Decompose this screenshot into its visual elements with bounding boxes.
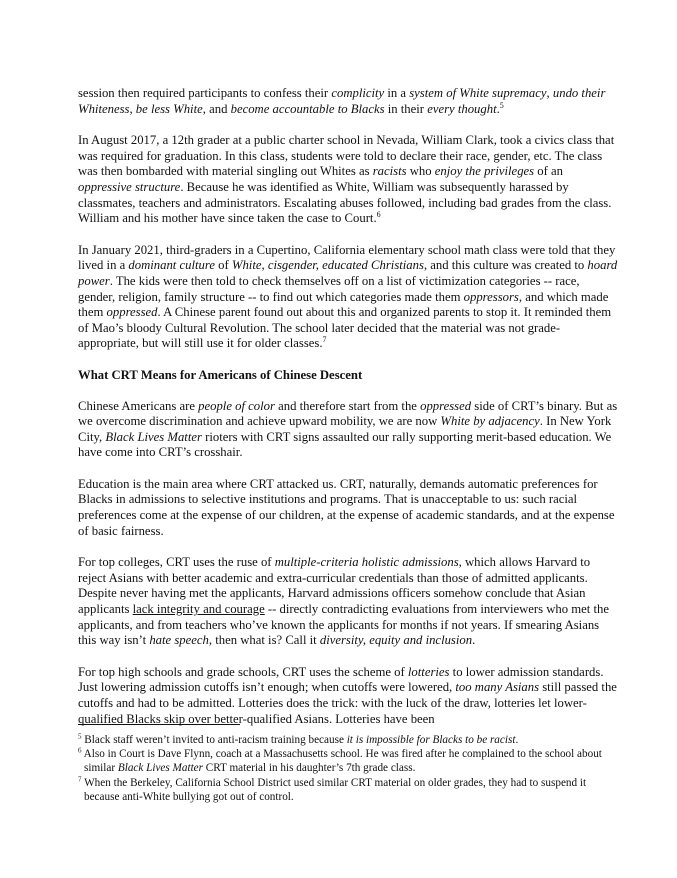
emphasis: system of White supremacy (409, 86, 547, 100)
emphasis: enjoy the privileges (434, 164, 535, 179)
text: , and (202, 101, 231, 116)
text: , (129, 101, 136, 116)
text: In January 2021, third-graders in a Cupertino, California elementary school math class were told that they lived in a (78, 242, 616, 273)
text: Chinese Americans are (78, 398, 199, 413)
emphasis: undo their Whiteness (78, 86, 606, 116)
underlined-text: lack integrity and courage (132, 602, 265, 617)
text: , and which made them (78, 289, 609, 320)
emphasis: Black Lives Matter (105, 429, 202, 444)
emphasis: oppressed (420, 398, 472, 413)
text: CRT material in his daughter’s 7th grade class. (203, 762, 416, 775)
emphasis: multiple-criteria holistic admissions (274, 555, 459, 570)
emphasis: it is impossible for Blacks to be racist (346, 734, 516, 746)
paragraph-chinese-americans (78, 399, 618, 461)
text: in a (384, 86, 410, 100)
text: Black staff weren’t invited to anti-racism training because (81, 734, 347, 746)
emphasis: Black Lives Matter (117, 762, 203, 775)
emphasis: too many Asians (455, 680, 540, 695)
footnote-5 (78, 733, 618, 747)
text: , (546, 86, 553, 100)
text: Education is the main area where CRT attacked us. CRT, naturally, demands automatic preferences for Blacks in admissions to selective institutions and programs. That is unacceptable to us: such racial preferences come at the expense of our children, at the expense of academic standards, and at the expense of basic fairness. (78, 476, 615, 538)
emphasis: become accountable to Blacks (230, 101, 385, 116)
text: , and this culture was created to (423, 258, 588, 273)
emphasis: White by adjacency (440, 414, 540, 429)
paragraph-nevada (78, 133, 618, 227)
paragraph-session (78, 86, 618, 117)
emphasis: dominant culture (128, 258, 215, 273)
text: When the Berkeley, California School District used similar CRT material on older grades, they had to suspend it because anti-White bullying got out of control. (81, 776, 587, 803)
footnote-number: 6 (78, 746, 82, 755)
section-heading: What CRT Means for Americans of Chinese Descent (78, 367, 363, 382)
text: For top colleges, CRT uses the ruse of (78, 555, 275, 570)
text: , then what is? Call it (208, 633, 320, 648)
footnote-number: 5 (78, 732, 82, 741)
body-text (78, 86, 618, 743)
emphasis: be less White (135, 101, 203, 116)
footnote-7 (78, 776, 618, 804)
text: in their (384, 101, 428, 116)
footnote-ref-7: 7 (322, 335, 327, 345)
paragraph-cupertino (78, 243, 618, 352)
emphasis: oppressors (463, 289, 519, 304)
paragraph-top-colleges (78, 555, 618, 649)
text: rioters with CRT signs assaulted our rally supporting merit-based education. We have come into CRT’s crosshair. (78, 429, 612, 460)
text: side of CRT’s binary. But as we overcome discrimination and achieve upward mobility, we are now (78, 398, 618, 429)
text: of an (534, 164, 563, 179)
text: of (214, 258, 232, 273)
text: . (515, 734, 519, 746)
emphasis: White, cisgender, educated Christians (231, 258, 424, 273)
emphasis: lotteries (407, 664, 450, 679)
footnote-ref-5: 5 (499, 100, 504, 110)
text: . (496, 101, 500, 116)
footnote-divider (78, 724, 240, 725)
emphasis: hate speech (149, 633, 209, 648)
emphasis: racists (372, 164, 407, 179)
footnotes (78, 733, 618, 804)
footnote-ref-6: 6 (376, 209, 381, 219)
text: to lower admission standards. Just lowering admission cutoffs isn’t enough; when cutoffs were lowered, (78, 664, 604, 695)
emphasis: complicity (331, 86, 385, 100)
emphasis: diversity, equity and inclusion (319, 633, 473, 648)
text: In August 2017, a 12th grader at a public charter school in Nevada, William Clark, took a civics class that was required for graduation. In this class, students were told to declare their race, gender, etc. The class was then bombarded with material singling out Whites as (78, 133, 615, 179)
footnote-number: 7 (78, 774, 82, 783)
emphasis: oppressive structure (78, 179, 181, 194)
paragraph-lotteries (78, 665, 618, 727)
emphasis: oppressed (106, 305, 158, 320)
text: session then required participants to confess their (78, 86, 332, 100)
text: who (406, 164, 435, 179)
paragraph-education (78, 477, 618, 539)
text: , which allows Harvard to reject Asians with better academic and extra-curricular credentials than those of admitted applicants. Despite never having met the applicants, Harvard admissions officers somehow conclude that Asian applicants (78, 555, 591, 617)
emphasis: people of color (198, 398, 275, 413)
text: . In New York City, (78, 414, 612, 444)
emphasis: every thought (427, 101, 497, 116)
text: . Because he was identified as White, William was subsequently harassed by classmates, teachers and administrators. Escalating abuses followed, including bad grades from the class. William and his mother have since taken the case to Court. (78, 179, 612, 226)
text: Also in Court is Dave Flynn, coach at a Massachusetts school. He was fired after he complained to the school about similar (81, 748, 602, 775)
text: . (472, 633, 476, 648)
text: For top high schools and grade schools, CRT uses the scheme of (78, 664, 408, 679)
text: and therefore start from the (274, 398, 421, 413)
text: still passed the cutoffs and had to be admitted. Lotteries does the trick: with the luck of the draw, lotteries let lower-qualified Blacks skip over better-qualified Asians. Lotteries have been (78, 680, 617, 726)
text: . A Chinese parent found out about this and organized parents to stop it. It reminded them of Mao’s bloody Cultural Revolution. The school later decided that the material was not grade-appropriate, but will still use it for older classes. (78, 305, 612, 351)
text: . The kids were then told to check themselves off on a list of victimization categories -- race, gender, religion, family structure -- to find out which categories made them (78, 273, 580, 304)
emphasis: hoard power (78, 258, 618, 288)
footnote-6 (78, 747, 618, 775)
text: -- directly contradicting evaluations from interviewers who met the applicants, and from teachers who’ve known the applicants for months if not years. If smearing Asians this way isn’t (78, 602, 609, 648)
